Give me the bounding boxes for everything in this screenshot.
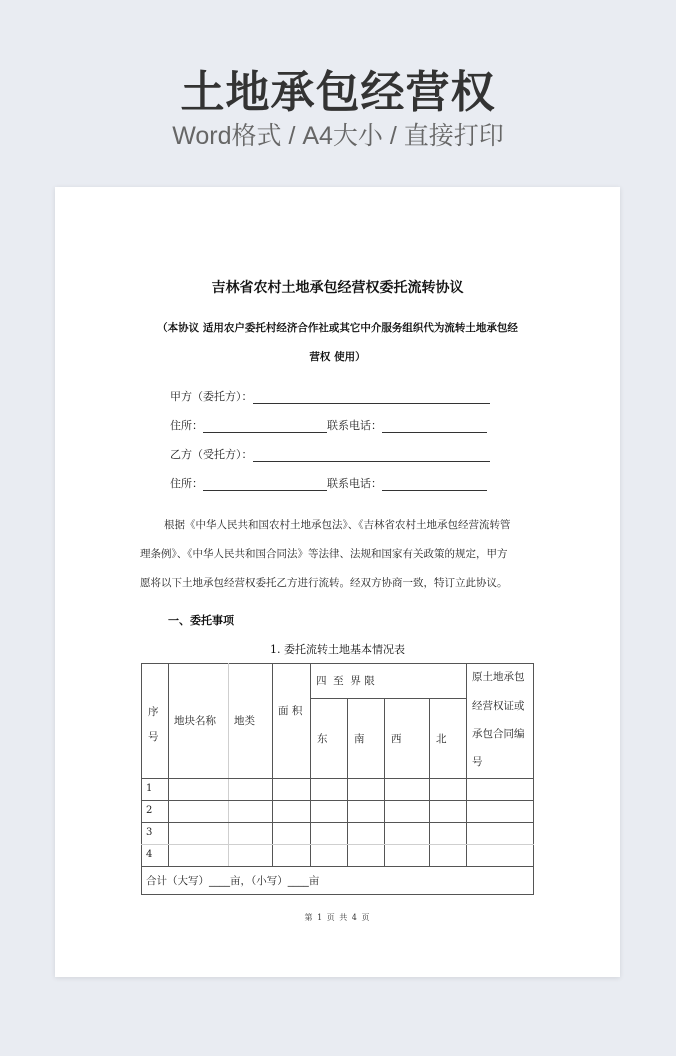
header-seq: 号: [148, 731, 159, 743]
party-b-phone-input[interactable]: [382, 479, 487, 491]
table-border: [141, 663, 142, 895]
party-b-address-row: [170, 477, 487, 491]
party-b-row: [170, 448, 490, 462]
row-divider: [141, 844, 534, 845]
preamble-line: 理条例》、《中华人民共和国合同法》等法律、法规和国家有关政策的规定，甲方: [140, 548, 508, 560]
column-divider: [429, 698, 430, 866]
document-note-line-2: 营权 使用）: [309, 351, 366, 363]
party-b-address-input[interactable]: [203, 479, 327, 491]
row-divider: [310, 698, 466, 699]
header-land-type: 地类: [234, 715, 255, 727]
header-north: 北: [436, 733, 447, 745]
preamble-line: 根据《中华人民共和国农村土地承包法》、《吉林省农村土地承包经营流转管: [164, 519, 511, 531]
column-divider: [310, 663, 311, 866]
header-area: 面 积: [278, 705, 303, 717]
preamble-paragraph: [140, 511, 535, 598]
row-number: 2: [146, 805, 153, 816]
header-certificate: 原土地承包: [472, 671, 525, 683]
banner-subtitle: Word格式 / A4大小 / 直接打印: [172, 122, 504, 150]
party-a-address-input[interactable]: [203, 421, 327, 433]
header-seq: 序: [148, 706, 159, 718]
header-boundaries: 四 至 界 限: [316, 675, 375, 687]
column-divider: [228, 663, 229, 866]
document-note-line-1: （本协议 适用农户委托村经济合作社或其它中介服务组织代为流转土地承包经: [157, 322, 518, 334]
phone-label: 联系电话：: [327, 477, 382, 490]
party-a-label: 甲方（委托方）：: [170, 390, 253, 403]
table-caption: 1. 委托流转土地基本情况表: [270, 643, 405, 656]
document-title: 吉林省农村土地承包经营权委托流转协议: [211, 280, 464, 296]
party-a-address-row: [170, 419, 487, 433]
header-certificate: 号: [472, 756, 483, 768]
row-divider: [141, 800, 534, 801]
party-b-input[interactable]: [253, 450, 490, 462]
phone-label: 联系电话：: [327, 419, 382, 432]
row-divider: [141, 866, 534, 867]
table-border: [141, 894, 534, 895]
party-a-input[interactable]: [253, 392, 490, 404]
column-divider: [384, 698, 385, 866]
document-page: [55, 187, 620, 977]
land-info-table: [141, 663, 534, 895]
table-total: 合计（大写）____亩，（小写）____亩: [146, 875, 320, 887]
table-border: [141, 663, 534, 664]
header-plot-name: 地块名称: [174, 715, 216, 727]
header-certificate: 经营权证或: [472, 700, 525, 712]
table-border: [533, 663, 534, 895]
header-west: 西: [391, 733, 402, 745]
header-east: 东: [317, 733, 328, 745]
column-divider: [168, 663, 169, 866]
row-divider: [141, 822, 534, 823]
party-a-row: [170, 390, 490, 404]
section-heading: 一、委托事项: [168, 614, 234, 627]
page-footer: 第 1 页 共 4 页: [304, 913, 371, 922]
party-b-label: 乙方（受托方）：: [170, 448, 253, 461]
row-number: 1: [146, 783, 153, 794]
row-divider: [141, 778, 534, 779]
header-certificate: 承包合同编: [472, 728, 525, 740]
row-number: 3: [146, 827, 153, 838]
banner-title: 土地承包经营权: [180, 67, 496, 118]
row-number: 4: [146, 849, 153, 860]
column-divider: [347, 698, 348, 866]
column-divider: [272, 663, 273, 866]
address-label: 住所：: [170, 477, 203, 490]
party-a-phone-input[interactable]: [382, 421, 487, 433]
header-south: 南: [354, 733, 365, 745]
preamble-line: 愿将以下土地承包经营权委托乙方进行流转。经双方协商一致，特订立此协议。: [140, 577, 508, 589]
column-divider: [466, 663, 467, 866]
address-label: 住所：: [170, 419, 203, 432]
